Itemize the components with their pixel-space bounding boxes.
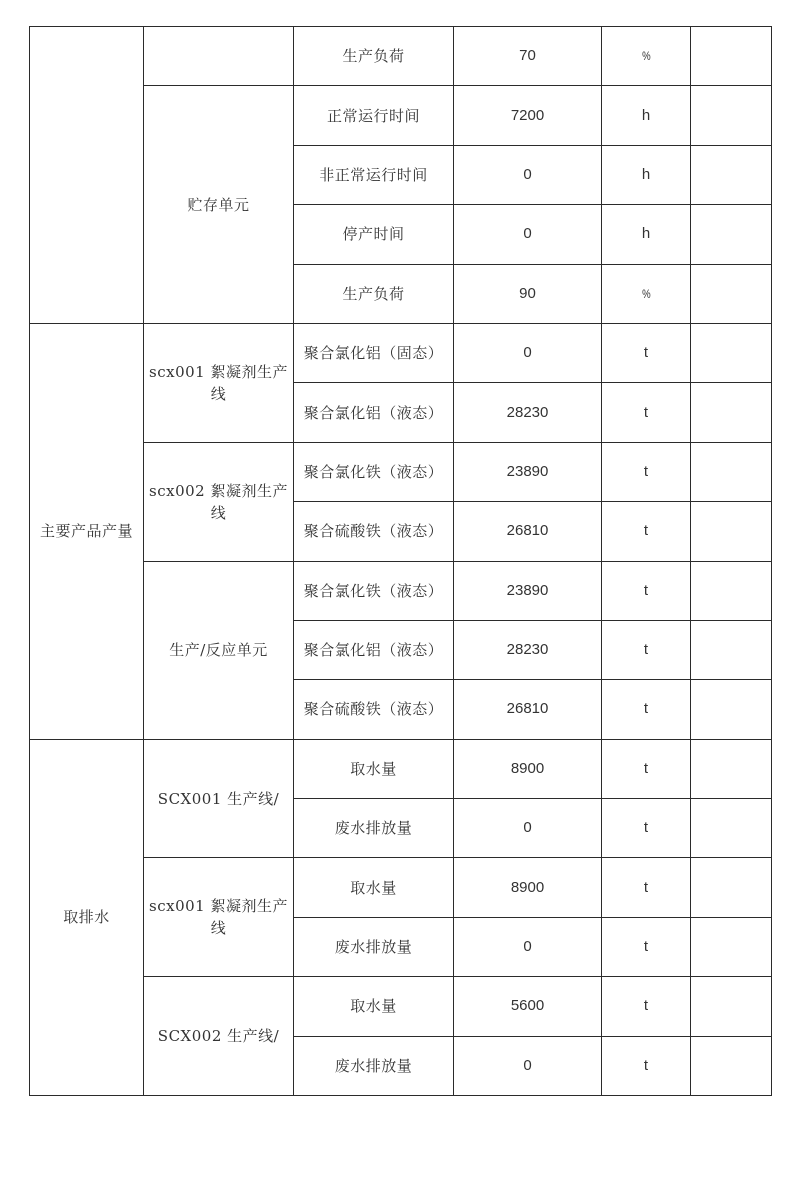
uom-cell: t [602,680,691,739]
uom-cell: h [602,86,691,145]
uom-cell: t [602,620,691,679]
remark-cell [691,739,772,798]
value-cell: 8900 [454,739,602,798]
remark-cell [691,977,772,1036]
unit-cell: 贮存单元 [144,86,294,324]
value-cell: 8900 [454,858,602,917]
remark-cell [691,86,772,145]
remark-cell [691,917,772,976]
remark-cell [691,205,772,264]
remark-cell [691,27,772,86]
value-cell: 26810 [454,680,602,739]
item-cell: 生产负荷 [294,264,454,323]
value-cell: 0 [454,323,602,382]
unit-cell: SCX002 生产线/ [144,977,294,1096]
item-cell: 非正常运行时间 [294,145,454,204]
uom-cell: t [602,917,691,976]
uom-cell: t [602,739,691,798]
table-row [30,323,772,382]
item-cell: 废水排放量 [294,1036,454,1095]
value-cell: 23890 [454,561,602,620]
unit-cell: scx001 絮凝剂生产线 [144,858,294,977]
remark-cell [691,383,772,442]
value-cell: 0 [454,145,602,204]
operation-data-table [29,26,772,1096]
uom-cell [602,264,691,323]
unit-cell: scx001 絮凝剂生产线 [144,323,294,442]
item-cell: 取水量 [294,858,454,917]
remark-cell [691,680,772,739]
value-cell: 0 [454,1036,602,1095]
value-cell: 0 [454,799,602,858]
item-cell: 生产负荷 [294,27,454,86]
item-cell: 聚合氯化铁（液态） [294,442,454,501]
value-cell: 28230 [454,383,602,442]
category-cell [30,27,144,324]
remark-cell [691,264,772,323]
uom-cell: t [602,1036,691,1095]
uom-cell: t [602,977,691,1036]
table-row [30,739,772,798]
document-page [29,26,771,1096]
remark-cell [691,442,772,501]
item-cell: 停产时间 [294,205,454,264]
item-cell: 聚合硫酸铁（液态） [294,502,454,561]
uom-text: % [641,49,651,64]
item-cell: 聚合氯化铝（固态） [294,323,454,382]
item-cell: 正常运行时间 [294,86,454,145]
item-cell: 取水量 [294,739,454,798]
uom-cell: t [602,323,691,382]
remark-cell [691,561,772,620]
remark-cell [691,620,772,679]
item-cell: 废水排放量 [294,917,454,976]
uom-cell: t [602,502,691,561]
unit-cell: scx002 絮凝剂生产线 [144,442,294,561]
item-cell: 聚合氯化铁（液态） [294,561,454,620]
category-cell: 主要产品产量 [30,323,144,739]
remark-cell [691,323,772,382]
uom-cell [602,27,691,86]
unit-cell [144,27,294,86]
remark-cell [691,502,772,561]
item-cell: 取水量 [294,977,454,1036]
item-cell: 废水排放量 [294,799,454,858]
value-cell: 5600 [454,977,602,1036]
item-cell: 聚合氯化铝（液态） [294,620,454,679]
remark-cell [691,799,772,858]
uom-cell: h [602,205,691,264]
item-cell: 聚合硫酸铁（液态） [294,680,454,739]
remark-cell [691,858,772,917]
value-cell: 0 [454,205,602,264]
uom-text: % [641,286,651,301]
unit-cell: 生产/反应单元 [144,561,294,739]
item-cell: 聚合氯化铝（液态） [294,383,454,442]
value-cell: 90 [454,264,602,323]
uom-cell: t [602,383,691,442]
value-cell: 70 [454,27,602,86]
value-cell: 23890 [454,442,602,501]
value-cell: 7200 [454,86,602,145]
value-cell: 28230 [454,620,602,679]
uom-cell: t [602,799,691,858]
value-cell: 26810 [454,502,602,561]
uom-cell: t [602,858,691,917]
uom-cell: t [602,561,691,620]
uom-cell: t [602,442,691,501]
table-row [30,27,772,86]
category-cell: 取排水 [30,739,144,1095]
value-cell: 0 [454,917,602,976]
remark-cell [691,1036,772,1095]
remark-cell [691,145,772,204]
unit-cell: SCX001 生产线/ [144,739,294,858]
uom-cell: h [602,145,691,204]
